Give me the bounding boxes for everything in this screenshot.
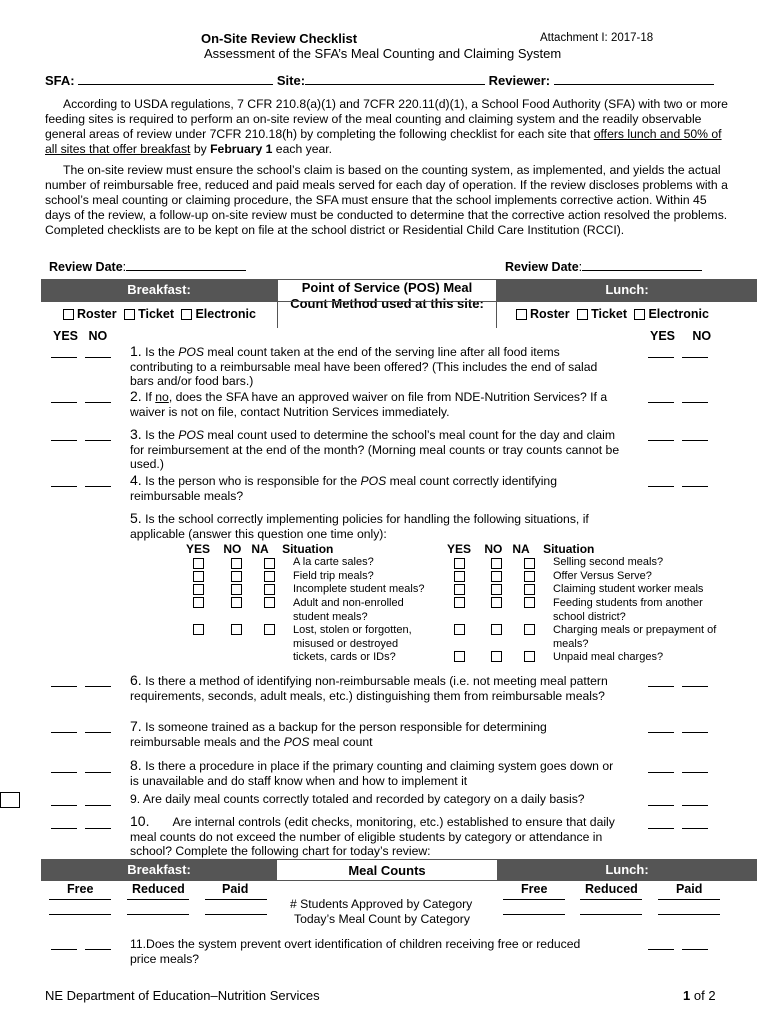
breakfast-free-approved[interactable] (49, 899, 111, 900)
reviewer-label: Reviewer: (488, 73, 551, 88)
situation-left-no-2[interactable] (231, 571, 242, 582)
breakfast-reduced-count[interactable] (127, 914, 189, 915)
lunch-reduced-approved[interactable] (580, 899, 642, 900)
question-7: 7. Is someone trained as a backup for the person responsible for determining reimbursable meals and the POS meal count (130, 718, 547, 749)
q10-lunch-answers[interactable] (648, 818, 716, 832)
breakfast-ticket-checkbox[interactable] (124, 309, 135, 320)
situation-right-no-6[interactable] (491, 651, 502, 662)
situation-right-na-3[interactable] (524, 584, 535, 595)
q3-breakfast-answers[interactable] (51, 430, 119, 444)
q2-lunch-answers[interactable] (648, 392, 716, 406)
question-11: 11.Does the system prevent overt identification of children receiving free or reduced price meals? (130, 937, 581, 966)
situation-left-1: A la carte sales? (293, 556, 374, 568)
lunch-roster-checkbox[interactable] (516, 309, 527, 320)
situation-left-no-4[interactable] (231, 597, 242, 608)
breakfast-paid-label: Paid (222, 882, 249, 896)
situation-right-yes-5[interactable] (454, 624, 465, 635)
question-9: 9. Are daily meal counts correctly totaled and recorded by category on a daily basis? (130, 792, 585, 806)
situation-header-left: YES NO NA Situation (186, 542, 334, 556)
situation-left-na-4[interactable] (264, 597, 275, 608)
breakfast-roster-checkbox[interactable] (63, 309, 74, 320)
site-label: Site: (276, 73, 306, 88)
situation-right-na-4[interactable] (524, 597, 535, 608)
lunch-paid-count[interactable] (658, 914, 720, 915)
lunch-reduced-label: Reduced (585, 882, 638, 896)
attachment-label: Attachment I: 2017-18 (540, 32, 654, 44)
breakfast-paid-count[interactable] (205, 914, 267, 915)
document-subtitle: Assessment of the SFA’s Meal Counting and Claiming System (204, 46, 562, 61)
review-date-breakfast: Review Date: (49, 259, 246, 274)
situation-right-no-3[interactable] (491, 584, 502, 595)
situation-right-na-5[interactable] (524, 624, 535, 635)
situation-right-1: Selling second meals? (553, 556, 664, 568)
breakfast-paid-approved[interactable] (205, 899, 267, 900)
situation-right-yes-4[interactable] (454, 597, 465, 608)
situation-right-no-4[interactable] (491, 597, 502, 608)
question-10: 10. Are internal controls (edit checks, monitoring, etc.) established to ensure that daily meal counts do not exceed the number of eligible students by category or attendance in school? Complete the following chart for today’s review: (130, 813, 615, 859)
q8-breakfast-answers[interactable] (51, 762, 119, 776)
lunch-ticket-checkbox[interactable] (577, 309, 588, 320)
breakfast-reduced-approved[interactable] (127, 899, 189, 900)
lunch-header: Lunch: (497, 279, 757, 301)
situation-right-3: Claiming student worker meals (553, 583, 704, 595)
document-title: On-Site Review Checklist (201, 31, 358, 46)
situation-header-right: YES NO NA Situation (447, 542, 595, 556)
question-2: 2. If no, does the SFA have an approved waiver on file from NDE-Nutrition Services? If a waiver is not on file, contact Nutrition Services immediately. (130, 388, 608, 419)
situation-left-na-2[interactable] (264, 571, 275, 582)
review-date-lunch: Review Date: (505, 259, 702, 274)
situation-left-5: Lost, stolen or forgotten, misused or destroyed tickets, cards or IDs? (293, 624, 412, 664)
situation-right-4: Feeding students from another school district? (553, 597, 703, 623)
lunch-paid-label: Paid (676, 882, 703, 896)
q10-breakfast-answers[interactable] (51, 818, 119, 832)
q11-lunch-answers[interactable] (648, 939, 716, 953)
situation-left-na-3[interactable] (264, 584, 275, 595)
q1-lunch-answers[interactable] (648, 347, 716, 361)
q6-lunch-answers[interactable] (648, 676, 716, 690)
situation-right-yes-2[interactable] (454, 571, 465, 582)
situation-left-4: Adult and non-enrolled student meals? (293, 597, 404, 623)
situation-right-yes-3[interactable] (454, 584, 465, 595)
intro-paragraph-1: According to USDA regulations, 7 CFR 210.8(a)(1) and 7CFR 220.11(d)(1), a School Food Authority (SFA) with two or more feeding sites is required to perform an on-site review of the meal counting and claiming system and the readily observable general areas of review under 7CFR 210.18(h) by completing the following checklist for each site that offers lunch and 50% of all sites that offer breakfast by February 1 each year. (45, 97, 728, 156)
situation-left-no-5[interactable] (231, 624, 242, 635)
question-3: 3. Is the POS meal count used to determine the school’s meal count for the day and claim for reimbursement at the end of the month? (Morning meal counts or tray counts cannot be used.) (130, 426, 620, 472)
lunch-method-options: Roster Ticket Electronic (516, 307, 709, 321)
breakfast-electronic-checkbox[interactable] (181, 309, 192, 320)
breakfast-free-count[interactable] (49, 914, 111, 915)
lunch-free-count[interactable] (503, 914, 565, 915)
situation-left-3: Incomplete student meals? (293, 583, 425, 595)
situation-right-yes-6[interactable] (454, 651, 465, 662)
situation-right-na-2[interactable] (524, 571, 535, 582)
meal-counts-title: Meal Counts (277, 859, 497, 880)
margin-box (0, 792, 20, 808)
pos-divider (41, 301, 757, 302)
situation-right-yes-1[interactable] (454, 558, 465, 569)
q4-breakfast-answers[interactable] (51, 476, 119, 490)
q8-lunch-answers[interactable] (648, 762, 716, 776)
lunch-paid-approved[interactable] (658, 899, 720, 900)
situation-left-na-5[interactable] (264, 624, 275, 635)
reviewer-input-line[interactable] (554, 73, 714, 85)
situation-right-5: Charging meals or prepayment of meals? (553, 624, 717, 650)
breakfast-header: Breakfast: (41, 279, 277, 301)
site-input-line[interactable] (305, 73, 485, 85)
q9-lunch-answers[interactable] (648, 795, 716, 809)
breakfast-free-label: Free (67, 882, 94, 896)
situation-left-no-3[interactable] (231, 584, 242, 595)
meal-counts-breakfast-header: Breakfast: (41, 859, 277, 880)
sfa-label: SFA: (45, 73, 75, 88)
situation-right-2: Offer Versus Serve? (553, 570, 652, 582)
meal-counts-lunch-header: Lunch: (497, 859, 757, 880)
lunch-yes-no-header: YES NO (650, 329, 712, 343)
situation-left-yes-3[interactable] (193, 584, 204, 595)
situation-right-na-6[interactable] (524, 651, 535, 662)
situation-right-6: Unpaid meal charges? (553, 651, 664, 663)
review-date-lunch-line[interactable] (582, 259, 702, 271)
situation-left-yes-4[interactable] (193, 597, 204, 608)
q7-lunch-answers[interactable] (648, 722, 716, 736)
situation-right-no-2[interactable] (491, 571, 502, 582)
sfa-field (45, 73, 714, 88)
lunch-free-label: Free (521, 882, 548, 896)
breakfast-reduced-label: Reduced (132, 882, 185, 896)
situation-right-no-1[interactable] (491, 558, 502, 569)
situation-right-na-1[interactable] (524, 558, 535, 569)
q1-breakfast-answers[interactable] (51, 347, 119, 361)
students-approved-label: # Students Approved by Category (290, 897, 473, 911)
situation-left-2: Field trip meals? (293, 570, 374, 582)
question-8: 8. Is there a procedure in place if the primary counting and claiming system goes down or is unavailable and do staff know when and how to implement it (130, 757, 614, 788)
meal-counts-divider (41, 880, 757, 881)
footer-department: NE Department of Education–Nutrition Services (45, 988, 320, 1003)
situation-left-na-1[interactable] (264, 558, 275, 569)
q7-breakfast-answers[interactable] (51, 722, 119, 736)
situation-left-no-1[interactable] (231, 558, 242, 569)
pos-method-title: Point of Service (POS) Meal Count Method used at this site: (290, 280, 484, 311)
lunch-free-approved[interactable] (503, 899, 565, 900)
q3-lunch-answers[interactable] (648, 430, 716, 444)
lunch-reduced-count[interactable] (580, 914, 642, 915)
intro-paragraph-2: The on-site review must ensure the school’s claim is based on the counting system, as implemented, and yields the actual number of reimbursable free, reduced and paid meals served for each day of operation. If the review discloses problems with a school’s meal counting or claiming procedure, the SFA must ensure that the school implements corrective action. Within 45 days of the review, a follow-up on-site review must be conducted to determine that the corrective action resolved the problems. Completed checklists are to be kept on file at the school district or Residential Child Care Institution (RCCI). (45, 163, 728, 237)
q11-breakfast-answers[interactable] (51, 939, 119, 953)
sfa-input-line[interactable] (78, 73, 273, 85)
situation-left-yes-5[interactable] (193, 624, 204, 635)
situation-left-yes-2[interactable] (193, 571, 204, 582)
question-1: 1. Is the POS meal count taken at the end of the serving line after all food items contributing to a reimbursable meal have been offered? (This includes the end of salad bars and/or food bars.) (130, 343, 598, 389)
page-number: 1 of 2 (683, 988, 716, 1003)
q6-breakfast-answers[interactable] (51, 676, 119, 690)
todays-meal-count-label: Today’s Meal Count by Category (294, 912, 470, 926)
question-6: 6. Is there a method of identifying non-reimbursable meals (i.e. not meeting meal pattern requirements, seconds, adult meals, etc.) distinguishing them from reimbursable meals? (130, 672, 608, 703)
question-4: 4. Is the person who is responsible for the POS meal count correctly identifying reimbursable meals? (130, 472, 557, 503)
q4-lunch-answers[interactable] (648, 476, 716, 490)
lunch-electronic-checkbox[interactable] (634, 309, 645, 320)
situation-right-no-5[interactable] (491, 624, 502, 635)
breakfast-yes-no-header: YES NO (53, 329, 108, 343)
situation-left-yes-1[interactable] (193, 558, 204, 569)
breakfast-method-options: Roster Ticket Electronic (63, 307, 256, 321)
q2-breakfast-answers[interactable] (51, 392, 119, 406)
question-5: 5. Is the school correctly implementing policies for handling the following situations, if applicable (answer this question one time only): (130, 510, 589, 541)
review-date-breakfast-line[interactable] (126, 259, 246, 271)
q9-breakfast-answers[interactable] (51, 795, 119, 809)
